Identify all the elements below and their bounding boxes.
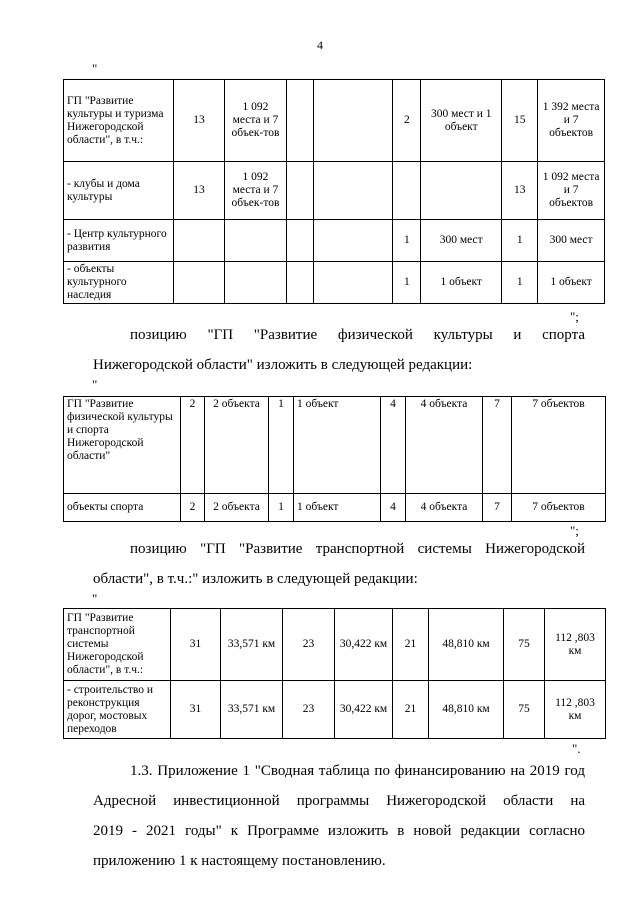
table-cell: 300 мест xyxy=(421,220,502,262)
table-cell: 1 xyxy=(393,262,421,304)
table-cell: объекты спорта xyxy=(64,494,181,522)
table-cell: 1 объект xyxy=(421,262,502,304)
open-quote: " xyxy=(92,61,98,76)
table-cell: 300 мест и 1 объект xyxy=(421,80,502,162)
paragraph-line: 1.3. Приложение 1 "Сводная таблица по финансированию на 2019 год xyxy=(130,763,585,779)
table-cell: 31 xyxy=(171,681,221,739)
table-cell: 1 092 места и 7 объек-тов xyxy=(225,80,287,162)
table-cell: 1 092 места и 7 объектов xyxy=(538,162,605,220)
table-cell xyxy=(225,220,287,262)
table-cell: 112 ,803 км xyxy=(545,609,606,681)
table-cell: 15 xyxy=(502,80,538,162)
table-cell xyxy=(393,162,421,220)
paragraph-appendix xyxy=(93,756,585,876)
table-cell xyxy=(421,162,502,220)
table-cell: 2 объекта xyxy=(205,397,269,494)
table-cell: 1 xyxy=(269,397,294,494)
table-row xyxy=(64,681,606,739)
table-cell xyxy=(286,220,314,262)
table-cell xyxy=(225,262,287,304)
table-cell: 21 xyxy=(393,681,429,739)
paragraph-sport-position xyxy=(93,320,585,380)
table-cell: 75 xyxy=(504,609,545,681)
close-quote: ". xyxy=(572,741,581,756)
table-row xyxy=(64,80,605,162)
close-quote: "; xyxy=(570,309,579,324)
table-cell: 4 xyxy=(381,494,406,522)
table-culture xyxy=(63,79,605,304)
table-cell: 21 xyxy=(393,609,429,681)
page-number: 4 xyxy=(317,38,323,52)
table-row xyxy=(64,494,606,522)
open-quote: " xyxy=(92,377,98,392)
paragraph-transport-position xyxy=(93,534,585,594)
table-cell: 31 xyxy=(171,609,221,681)
table-cell: 4 объекта xyxy=(406,397,483,494)
table-cell xyxy=(173,220,224,262)
table-cell xyxy=(314,262,393,304)
table-cell: 1 объект xyxy=(294,494,381,522)
table-cell xyxy=(286,162,314,220)
paragraph-line: позицию "ГП "Развитие транспортной системы Нижегородской xyxy=(130,541,585,557)
table-cell xyxy=(286,80,314,162)
table-cell: 13 xyxy=(173,80,224,162)
paragraph-line: Адресной инвестиционной программы Нижегородской области на xyxy=(93,793,585,809)
table-cell: - клубы и дома культуры xyxy=(64,162,174,220)
table-cell xyxy=(173,262,224,304)
paragraph-line: области", в т.ч.:" изложить в следующей редакции: xyxy=(93,571,418,587)
table-cell: 1 392 места и 7 объектов xyxy=(538,80,605,162)
paragraph-line: позицию "ГП "Развитие физической культуры и спорта xyxy=(130,327,585,343)
table-cell: 75 xyxy=(504,681,545,739)
table-sport xyxy=(63,396,606,522)
table-cell: 33,571 км xyxy=(221,681,283,739)
table-cell: 48,810 км xyxy=(429,609,504,681)
open-quote: " xyxy=(92,591,98,606)
close-quote: "; xyxy=(570,523,579,538)
table-cell: 30,422 км xyxy=(335,609,393,681)
table-cell: - объекты культурного наследия xyxy=(64,262,174,304)
table-cell xyxy=(314,220,393,262)
table-cell: 2 xyxy=(181,397,205,494)
table-cell: 23 xyxy=(283,609,335,681)
table-cell: - строительство и реконструкция дорог, мостовых переходов xyxy=(64,681,171,739)
paragraph-line: Нижегородской области" изложить в следующей редакции: xyxy=(93,357,473,373)
table-cell: 1 xyxy=(502,220,538,262)
table-cell: 1 xyxy=(393,220,421,262)
table-cell: 1 xyxy=(269,494,294,522)
table-cell: 48,810 км xyxy=(429,681,504,739)
table-cell xyxy=(286,262,314,304)
table-row xyxy=(64,397,606,494)
table-cell: 7 объектов xyxy=(512,494,606,522)
table-cell: 1 объект xyxy=(538,262,605,304)
table-cell: 1 xyxy=(502,262,538,304)
table-cell: ГП "Развитие транспортной системы Нижегородской области", в т.ч.: xyxy=(64,609,171,681)
table-cell: 7 объектов xyxy=(512,397,606,494)
table-cell: ГП "Развитие культуры и туризма Нижегородской области", в т.ч.: xyxy=(64,80,174,162)
table-cell: 13 xyxy=(502,162,538,220)
table-cell xyxy=(314,162,393,220)
table-row xyxy=(64,220,605,262)
table-cell: 2 xyxy=(181,494,205,522)
table-cell: 13 xyxy=(173,162,224,220)
table-cell: 23 xyxy=(283,681,335,739)
table-cell xyxy=(314,80,393,162)
table-row xyxy=(64,609,606,681)
table-cell: 4 xyxy=(381,397,406,494)
table-cell: 300 мест xyxy=(538,220,605,262)
table-cell: 1 объект xyxy=(294,397,381,494)
table-cell: 7 xyxy=(483,494,512,522)
table-cell: ГП "Развитие физической культуры и спорта Нижегородской области" xyxy=(64,397,181,494)
table-cell: 112 ,803 км xyxy=(545,681,606,739)
paragraph-line: приложению 1 к настоящему постановлению. xyxy=(93,853,386,869)
table-cell: - Центр культурного развития xyxy=(64,220,174,262)
table-cell: 4 объекта xyxy=(406,494,483,522)
table-cell: 7 xyxy=(483,397,512,494)
table-cell: 33,571 км xyxy=(221,609,283,681)
table-row xyxy=(64,162,605,220)
table-row xyxy=(64,262,605,304)
table-cell: 2 объекта xyxy=(205,494,269,522)
table-cell: 30,422 км xyxy=(335,681,393,739)
table-cell: 1 092 места и 7 объек-тов xyxy=(225,162,287,220)
table-cell: 2 xyxy=(393,80,421,162)
paragraph-line: 2019 - 2021 годы" к Программе изложить в новой редакции согласно xyxy=(93,823,585,839)
table-transport xyxy=(63,608,606,739)
